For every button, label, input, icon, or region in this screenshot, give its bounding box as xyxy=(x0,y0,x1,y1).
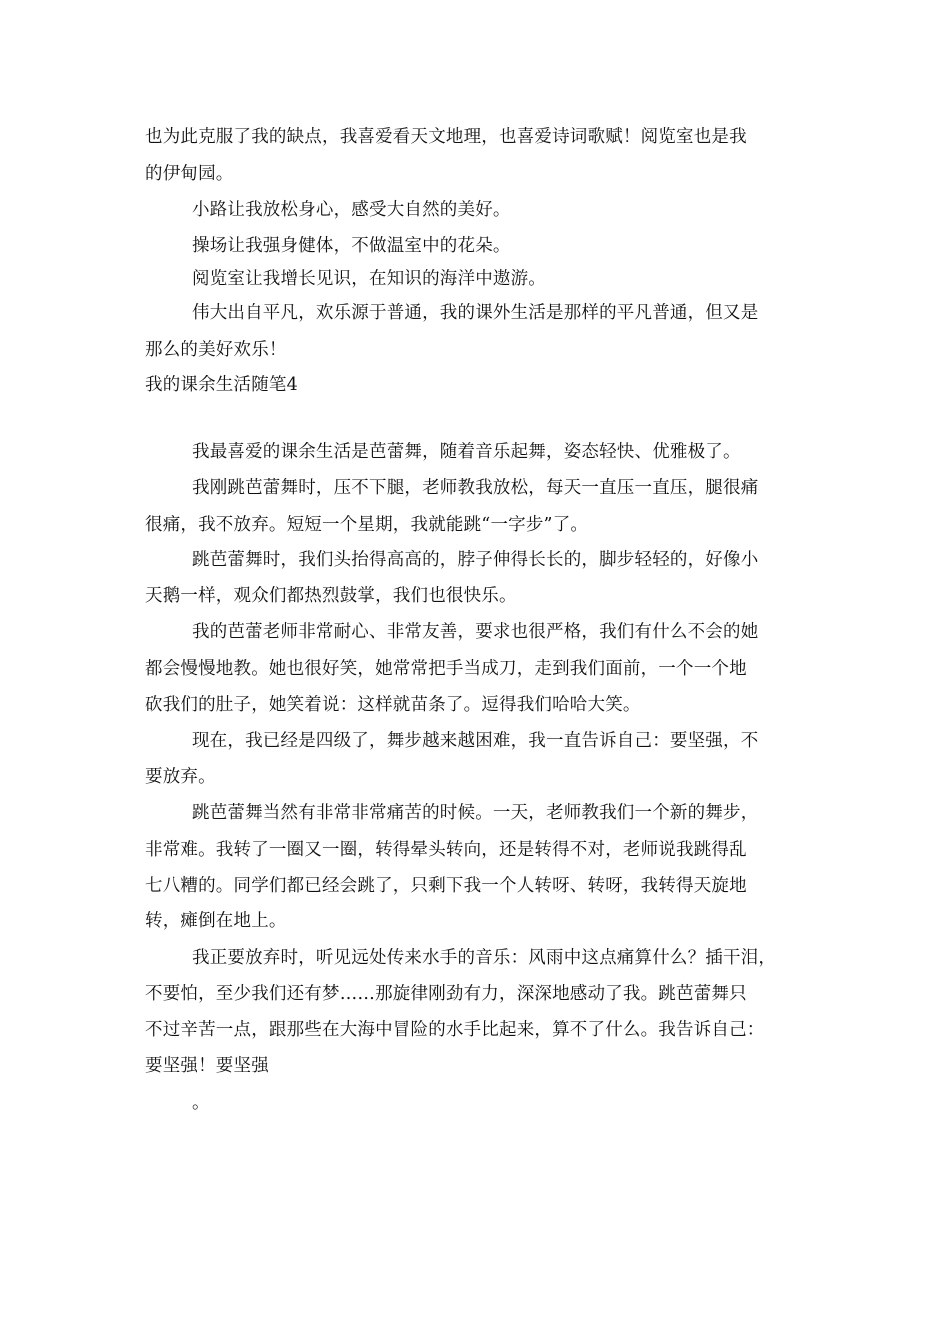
text-line: 要放弃。 xyxy=(145,767,216,787)
text-line: 。 xyxy=(192,1093,210,1113)
text-line: 都会慢慢地教。她也很好笑，她常常把手当成刀，走到我们面前，一个一个地 xyxy=(145,659,747,679)
text-line: 七八糟的。同学们都已经会跳了，只剩下我一个人转呀、转呀，我转得天旋地 xyxy=(145,876,747,896)
text-line: 的伊甸园。 xyxy=(145,164,234,184)
text-line: 我刚跳芭蕾舞时，压不下腿，老师教我放松，每天一直压一直压，腿很痛 xyxy=(192,478,759,498)
text-line: 伟大出自平凡，欢乐源于普通，我的课外生活是那样的平凡普通，但又是 xyxy=(192,303,759,323)
text-line: 要坚强！要坚强 xyxy=(145,1056,269,1076)
text-line: 阅览室让我增长见识，在知识的海洋中遨游。 xyxy=(192,269,546,289)
text-line: 跳芭蕾舞当然有非常非常痛苦的时候。一天，老师教我们一个新的舞步， xyxy=(192,803,759,823)
text-line: 现在，我已经是四级了，舞步越来越困难，我一直告诉自己：要坚强，不 xyxy=(192,731,759,751)
text-line: 不要怕，至少我们还有梦……那旋律刚劲有力，深深地感动了我。跳芭蕾舞只 xyxy=(145,984,747,1004)
text-line: 不过辛苦一点，跟那些在大海中冒险的水手比起来，算不了什么。我告诉自己： xyxy=(145,1020,765,1040)
text-line: 跳芭蕾舞时，我们头抬得高高的，脖子伸得长长的，脚步轻轻的，好像小 xyxy=(192,550,759,570)
text-line: 砍我们的肚子，她笑着说：这样就苗条了。逗得我们哈哈大笑。 xyxy=(145,695,641,715)
text-line: 那么的美好欢乐！ xyxy=(145,340,287,360)
text-line: 操场让我强身健体，不做温室中的花朵。 xyxy=(192,236,511,256)
text-line: 我正要放弃时，听见远处传来水手的音乐：风雨中这点痛算什么？插干泪， xyxy=(192,948,777,968)
text-line: 也为此克服了我的缺点，我喜爱看天文地理，也喜爱诗词歌赋！阅览室也是我 xyxy=(145,127,747,147)
text-line: 小路让我放松身心，感受大自然的美好。 xyxy=(192,200,511,220)
text-line: 我最喜爱的课余生活是芭蕾舞，随着音乐起舞，姿态轻快、优雅极了。 xyxy=(192,442,741,462)
text-line: 很痛，我不放弃。短短一个星期，我就能跳“一字步”了。 xyxy=(145,515,589,535)
text-line: 非常难。我转了一圈又一圈，转得晕头转向，还是转得不对，老师说我跳得乱 xyxy=(145,840,747,860)
text-line: 我的芭蕾老师非常耐心、非常友善，要求也很严格，我们有什么不会的她 xyxy=(192,622,759,642)
text-line: 转，瘫倒在地上。 xyxy=(145,911,287,931)
text-line: 天鹅一样，观众们都热烈鼓掌，我们也很快乐。 xyxy=(145,586,517,606)
section-heading: 我的课余生活随笔4 xyxy=(145,375,298,395)
